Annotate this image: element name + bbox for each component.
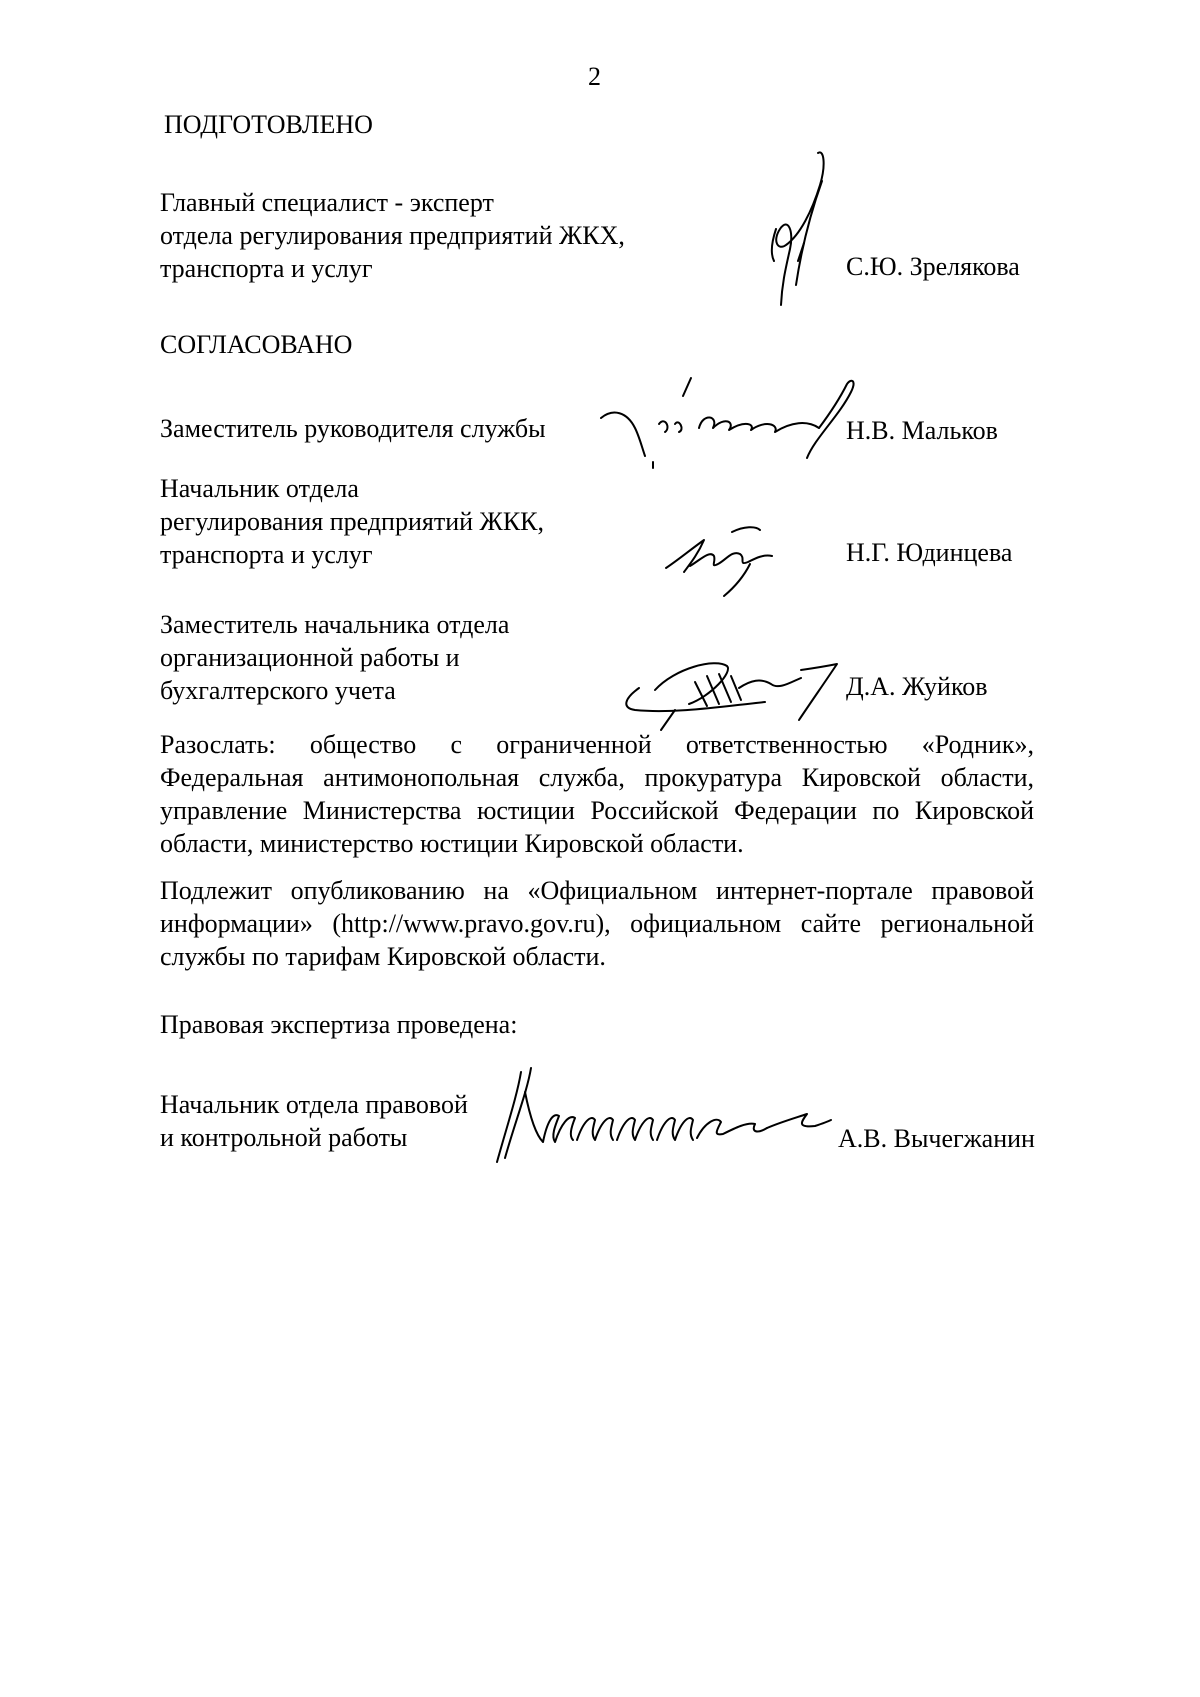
legal-review-position bbox=[160, 1088, 468, 1154]
signature-zrelyakova bbox=[750, 145, 840, 315]
legal-review-position-line: Начальник отдела правовой bbox=[160, 1090, 468, 1119]
signature-zhuykov bbox=[615, 648, 845, 738]
signature-vychegzhanin bbox=[485, 1062, 835, 1172]
prepared-position-line: транспорта и услуг bbox=[160, 254, 373, 283]
legal-review-position-line: и контрольной работы bbox=[160, 1123, 408, 1152]
signature-malkov bbox=[595, 372, 865, 482]
signatory-position bbox=[160, 412, 546, 445]
signatory-position-line: бухгалтерского учета bbox=[160, 676, 396, 705]
signatory-name: Д.А. Жуйков bbox=[846, 672, 988, 701]
signatory-position-line: Начальник отдела bbox=[160, 474, 359, 503]
prepared-position bbox=[160, 186, 625, 285]
signatory-position-line: организационной работы и bbox=[160, 643, 460, 672]
signatory-position-line: транспорта и услуг bbox=[160, 540, 373, 569]
publication-line: информации» (http://www.pravo.gov.ru), официальном сайте региональной bbox=[160, 909, 1034, 938]
distribution-paragraph bbox=[160, 728, 1034, 860]
legal-review-name: А.В. Вычегжанин bbox=[838, 1124, 1035, 1153]
signatory-position bbox=[160, 608, 509, 707]
publication-line: службы по тарифам Кировской области. bbox=[160, 942, 606, 971]
prepared-position-line: Главный специалист - эксперт bbox=[160, 188, 494, 217]
prepared-position-line: отдела регулирования предприятий ЖКХ, bbox=[160, 221, 625, 250]
legal-review-note: Правовая экспертиза проведена: bbox=[160, 1010, 518, 1039]
signatory-name: Н.В. Мальков bbox=[846, 416, 998, 445]
prepared-heading: ПОДГОТОВЛЕНО bbox=[164, 110, 373, 139]
prepared-name: С.Ю. Зрелякова bbox=[846, 252, 1020, 281]
signatory-name: Н.Г. Юдинцева bbox=[846, 538, 1013, 567]
publication-paragraph bbox=[160, 874, 1034, 973]
signatory-position-line: Заместитель руководителя службы bbox=[160, 414, 546, 443]
signatory-position-line: Заместитель начальника отдела bbox=[160, 610, 510, 639]
page-number: 2 bbox=[588, 62, 601, 91]
distribution-line: области, министерство юстиции Кировской области. bbox=[160, 829, 744, 858]
distribution-line: управление Министерства юстиции Российской Федерации по Кировской bbox=[160, 796, 1034, 825]
signatory-position-line: регулирования предприятий ЖКК, bbox=[160, 507, 545, 536]
signatory-position bbox=[160, 472, 544, 571]
distribution-line: Федеральная антимонопольная служба, прокуратура Кировской области, bbox=[160, 763, 1034, 792]
agreed-heading: СОГЛАСОВАНО bbox=[160, 330, 353, 359]
publication-line: Подлежит опубликованию на «Официальном интернет-портале правовой bbox=[160, 876, 1034, 905]
distribution-line: Разослать: общество с ограниченной ответственностью «Родник», bbox=[160, 730, 1034, 759]
signature-yudintseva bbox=[660, 520, 790, 600]
